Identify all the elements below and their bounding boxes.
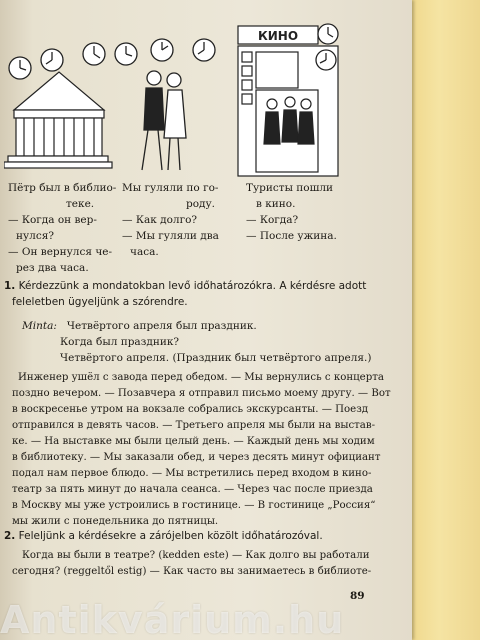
caption-line: — Когда он вер-: [8, 214, 97, 226]
walking-couple: [142, 71, 186, 170]
exercise-line: feleletben ügyeljünk a szórendre.: [12, 296, 188, 308]
caption-line: теке.: [66, 198, 95, 210]
text-line: поздно вечером. — Позавчера я отправил письмо моему другу. — Вот: [12, 388, 391, 399]
exercise-1-instruction: [4, 278, 404, 310]
cinema-entrance: [238, 26, 338, 176]
caption-line: Мы гуляли по го-: [122, 182, 219, 194]
museum-building: [4, 72, 112, 168]
exercise-2-instruction: [4, 528, 323, 544]
caption-line: — Когда?: [246, 214, 299, 226]
illustration-couple: [112, 20, 227, 180]
example-label: Minta:: [22, 320, 57, 332]
caption-line: — Мы гуляли два: [122, 230, 219, 242]
caption-line: в кино.: [256, 198, 296, 210]
caption-line: рез два часа.: [16, 262, 89, 274]
clock-icon: [41, 49, 63, 71]
caption-line: — Он вернулся че-: [8, 246, 113, 258]
clock-icon: [9, 57, 31, 79]
exercise-2-text: [12, 548, 371, 580]
text-line: Инженер ушёл с завода перед обедом. — Мы вернулись с концерта: [18, 372, 384, 383]
exercise-number: 2.: [4, 530, 16, 542]
caption-middle: [122, 180, 219, 260]
caption-line: Пётр был в библио-: [8, 182, 117, 194]
watermark: Antikvárium.hu: [0, 598, 345, 640]
clock-icon: [318, 24, 338, 44]
caption-line: нулся?: [16, 230, 54, 242]
exercise-number: 1.: [4, 280, 16, 292]
caption-right: [246, 180, 337, 244]
caption-left: [8, 180, 116, 276]
example-block: [22, 318, 371, 366]
clock-icon: [83, 43, 105, 65]
text-line: сегодня? (reggeltől estig) — Как часто вы занимаетесь в библиоте-: [12, 566, 372, 577]
example-line: Четвёртого апреля. (Праздник был четвёртого апреля.): [60, 352, 372, 364]
illustration-cinema: [236, 20, 340, 180]
text-line: в библиотеку. — Мы заказали обед, и через десять минут официант: [12, 452, 381, 463]
exercise-line-text: Kérdezzünk a mondatokban levő időhatározókra. A kérdésre adott: [18, 280, 367, 292]
example-text: Четвёртого апреля был праздник.: [66, 320, 257, 332]
page-number: 89: [350, 590, 365, 602]
clock-icon: [193, 39, 215, 61]
example-line: [22, 318, 371, 334]
caption-line: роду.: [186, 198, 216, 210]
cinema-sign: КИНО: [257, 29, 299, 43]
text-line: в воскресенье утром на вокзале собрались экскурсанты. — Поезд: [12, 404, 369, 415]
example-line: Когда был праздник?: [60, 336, 180, 348]
illustration-museum: [4, 20, 114, 180]
text-line: ке. — На выставке мы были целый день. — Каждый день мы ходим: [12, 436, 375, 447]
caption-line: — Как долго?: [122, 214, 198, 226]
text-line: в Москву мы уже устроились в гостинице. — В гостинице „Россия“: [12, 500, 376, 511]
clock-icon: [316, 50, 336, 70]
clock-icon: [115, 43, 137, 65]
exercise-line: [4, 278, 404, 294]
text-line: отправился в девять часов. — Третьего апреля мы были на выстав-: [12, 420, 376, 431]
text-line: театр за пять минут до начала сеанса. — Через час после приезда: [12, 484, 373, 495]
text-line: Когда вы были в театре? (kedden este) — Как долго вы работали: [22, 550, 370, 561]
background-surface: [412, 0, 480, 640]
caption-line: — После ужина.: [246, 230, 337, 242]
clock-icon: [151, 39, 173, 61]
exercise-title: Feleljünk a kérdésekre a zárójelben közölt időhatározóval.: [18, 530, 323, 542]
text-line: мы жили с понедельника до пятницы.: [12, 516, 219, 527]
text-line: подал нам первое блюдо. — Мы встретились перед входом в кино-: [12, 468, 372, 479]
caption-line: Туристы пошли: [246, 182, 334, 194]
exercise-1-text: [12, 370, 391, 530]
caption-line: часа.: [130, 246, 159, 258]
